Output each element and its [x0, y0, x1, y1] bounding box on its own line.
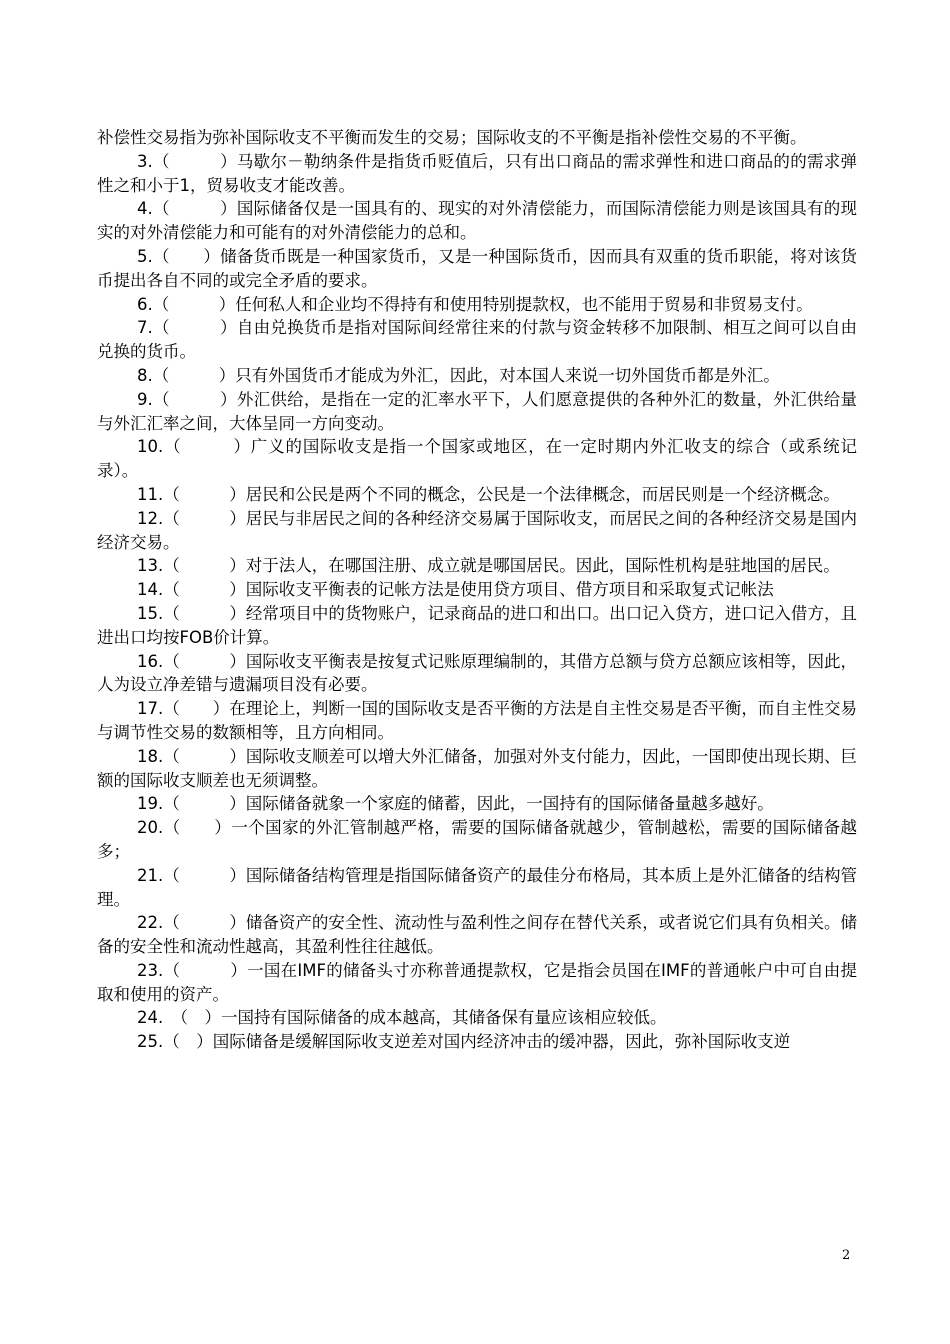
question-item: 22.（ ）储备资产的安全性、流动性与盈利性之间存在替代关系，或者说它们具有负相关。储备的安全性和流动性越高，其盈利性往往越低。 [97, 913, 857, 957]
intro-paragraph: 补偿性交易指为弥补国际收支不平衡而发生的交易；国际收支的不平衡是指补偿性交易的不平衡。 [97, 128, 807, 147]
question-item: 25.（ ）国际储备是缓解国际收支逆差对国内经济冲击的缓冲器，因此，弥补国际收支逆 [137, 1032, 791, 1052]
question-item: 6.（ ）任何私人和企业均不得持有和使用特别提款权，也不能用于贸易和非贸易支付。 [137, 294, 813, 314]
question-item: 14.（ ）国际收支平衡表的记帐方法是使用贷方项目、借方项目和采取复式记帐法 [137, 580, 774, 600]
question-item: 5.（ ）储备货币既是一种国家货币，又是一种国际货币，因而具有双重的货币职能，将对该货币提出各自不同的或完全矛盾的要求。 [97, 246, 857, 290]
question-item: 17.（ ）在理论上，判断一国的国际收支是否平衡的方法是自主性交易是否平衡，而自主性交易与调节性交易的数额相等，且方向相同。 [97, 699, 857, 742]
question-item: 9.（ ）外汇供给，是指在一定的汇率水平下，人们愿意提供的各种外汇的数量，外汇供给量与外汇汇率之间，大体呈同一方向变动。 [97, 389, 857, 433]
question-item: 7.（ ）自由兑换货币是指对国际间经常往来的付款与资金转移不加限制、相互之间可以自由兑换的货币。 [97, 318, 857, 362]
question-item: 23.（ ）一国在IMF的储备头寸亦称普通提款权，它是指会员国在IMF的普通帐户中可自由提取和使用的资产。 [97, 960, 857, 1004]
question-item: 16.（ ）国际收支平衡表是按复式记账原理编制的，其借方总额与贷方总额应该相等，因此，人为设立净差错与遗漏项目没有必要。 [97, 651, 857, 695]
question-item: 19.（ ）国际储备就象一个家庭的储蓄，因此，一国持有的国际储备量越多越好。 [137, 794, 774, 814]
document-body [97, 126, 857, 1054]
question-item: 10.（ ）广义的国际收支是指一个国家或地区，在一定时期内外汇收支的综合（或系统记录）。 [97, 437, 857, 481]
question-item: 13.（ ）对于法人，在哪国注册、成立就是哪国居民。因此，国际性机构是驻地国的居民。 [137, 556, 840, 576]
question-item: 4.（ ）国际储备仅是一国具有的、现实的对外清偿能力，而国际清偿能力则是该国具有的现实的对外清偿能力和可能有的对外清偿能力的总和。 [97, 199, 857, 243]
question-item: 21.（ ）国际储备结构管理是指国际储备资产的最佳分布格局，其本质上是外汇储备的结构管理。 [97, 865, 857, 909]
question-item: 20.（ ）一个国家的外汇管制越严格，需要的国际储备就越少，管制越松，需要的国际储备越多； [97, 818, 857, 861]
question-item: 11.（ ）居民和公民是两个不同的概念，公民是一个法律概念，而居民则是一个经济概念。 [137, 484, 840, 504]
question-item: 18.（ ）国际收支顺差可以增大外汇储备，加强对外支付能力，因此，一国即使出现长期、巨额的国际收支顺差也无须调整。 [97, 746, 857, 790]
question-item: 3.（ ）马歇尔－勒纳条件是指货币贬值后，只有出口商品的需求弹性和进口商品的的需求弹性之和小于1，贸易收支才能改善。 [97, 151, 857, 195]
question-item: 12.（ ）居民与非居民之间的各种经济交易属于国际收支，而居民之间的各种经济交易是国内经济交易。 [97, 508, 857, 552]
question-item: 8.（ ）只有外国货币才能成为外汇，因此，对本国人来说一切外国货币都是外汇。 [137, 365, 780, 385]
question-item: 24. （ ）一国持有国际储备的成本越高，其储备保有量应该相应较低。 [137, 1008, 667, 1028]
page-number: 2 [842, 1248, 851, 1263]
question-item: 15.（ ）经常项目中的货物账户，记录商品的进口和出口。出口记入贷方，进口记入借方，且进出口均按FOB价计算。 [97, 603, 857, 647]
